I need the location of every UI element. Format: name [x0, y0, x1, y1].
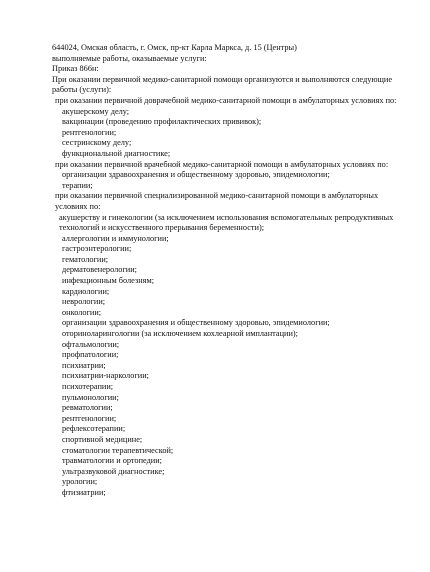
- list-item: ультразвуковой диагностике;: [62, 466, 165, 476]
- list-item: фтизиатрии;: [62, 487, 106, 497]
- list-item: аллергологии и иммунологии;: [62, 233, 169, 243]
- list-item: ревматологии;: [62, 403, 113, 413]
- list-item: спортивной медицине;: [62, 434, 143, 444]
- list-item: сестринскому делу;: [62, 138, 132, 148]
- list-item: функциональной диагностике;: [62, 148, 171, 158]
- list-item: гематологии;: [62, 254, 109, 264]
- list-item: кардиологии;: [62, 286, 110, 296]
- list-item: психотерапии;: [62, 382, 114, 391]
- address-line: 644024, Омская область, г. Омск, пр-кт Карла Маркса, д. 15 (Центры): [52, 43, 297, 52]
- list-item: рентгенологии;: [62, 127, 117, 137]
- list-item: инфекционным болезням;: [62, 276, 155, 286]
- list-item: психиатрии-наркологии;: [62, 371, 149, 381]
- list-item: травматологии и ортопедии;: [62, 456, 162, 466]
- list-item: вакцинации (проведению профилактических прививок);: [62, 117, 262, 127]
- list-item: урологии;: [62, 477, 98, 487]
- intro-paragraph: При оказании первичной медико-санитарной помощи организуются и выполняются следующие работы (услуги):: [52, 74, 393, 95]
- list-item: пульмонологии;: [62, 392, 119, 402]
- list-item: профпатологии;: [62, 350, 119, 360]
- list-item: терапии;: [62, 180, 93, 190]
- order-line: Приказ 866н:: [52, 64, 99, 74]
- list-item: офтальмологии;: [62, 339, 120, 349]
- works-label: выполняемые работы, оказываемые услуги:: [52, 53, 207, 63]
- list-item: организации здравоохранения и общественному здоровью, эпидемиологии;: [62, 170, 330, 180]
- list-item: дерматовенерологии;: [62, 265, 137, 275]
- list-item: рефлексотерапии;: [62, 424, 126, 434]
- list-item: гастроэнтерологии;: [62, 244, 132, 254]
- list-item: психиатрии;: [62, 360, 106, 370]
- list-item: оториноларингологии (за исключением кохлеарной имплантации);: [62, 329, 298, 339]
- section-title-primary-doctor: при оказании первичной врачебной медико-санитарной помощи в амбулаторных условиях по:: [55, 159, 389, 169]
- list-item: акушерскому делу;: [62, 106, 130, 116]
- list-item: стоматологии терапевтической;: [62, 445, 174, 455]
- document-body: [52, 43, 412, 499]
- list-item: неврологии;: [62, 297, 106, 307]
- list-item-obstetrics: акушерству и гинекологии (за исключением использования вспомогательных репродуктивных технологий и искусственного прерывания беременности);: [59, 212, 394, 233]
- section-title-specialized: при оказании первичной специализированной медико-санитарной помощи в амбулаторных условиях по:: [55, 191, 379, 211]
- list-item: онкологии;: [62, 307, 102, 317]
- section-title-prehospital: при оказании первичной доврачебной медико-санитарной помощи в амбулаторных условиях по:: [55, 95, 397, 105]
- list-item: организации здравоохранения и общественному здоровью, эпидемиологии;: [62, 318, 330, 328]
- list-item: рентгенологии;: [62, 413, 117, 423]
